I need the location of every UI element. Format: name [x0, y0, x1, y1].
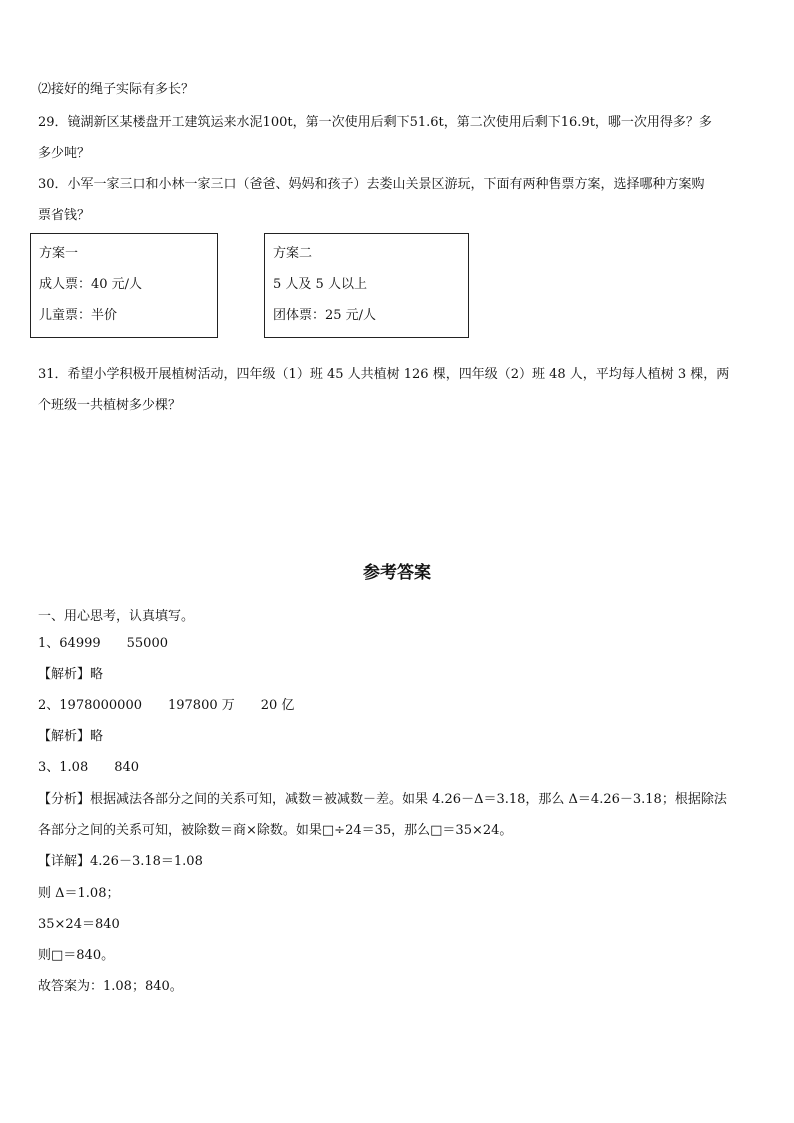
answer-3-step-2: 35×24＝840 — [38, 917, 120, 932]
plan-two-title: 方案二 — [273, 246, 313, 261]
plan-two-condition: 5 人及 5 人以上 — [273, 277, 367, 292]
question-30-line-2: 票省钱？ — [38, 208, 91, 223]
answers-title: 参考答案 — [363, 563, 431, 583]
answer-1-analysis: 【解析】略 — [38, 667, 104, 682]
answers-section-one-heading: 一、用心思考，认真填写。 — [38, 609, 195, 624]
answer-3-value-2: 840 — [114, 760, 140, 775]
question-28-part-2: ⑵接好的绳子实际有多长？ — [38, 82, 195, 97]
answer-2-value-3: 20 亿 — [260, 698, 295, 713]
answer-1-value-2: 55000 — [126, 636, 168, 651]
answer-3-step-1: 则 Δ＝1.08； — [38, 886, 120, 901]
answer-2 — [38, 696, 294, 716]
plan-one-child-price: 儿童票：半价 — [39, 308, 118, 323]
question-29-line-1: 29．镜湖新区某楼盘开工建筑运来水泥100t，第一次使用后剩下51.6t，第二次使用后剩下16.9t，哪一次用得多？多 — [38, 115, 712, 130]
answer-3-final: 故答案为：1.08；840。 — [38, 979, 183, 994]
answer-3-analysis-line-1: 【分析】根据减法各部分之间的关系可知，减数＝被减数－差。如果 4.26－Δ＝3.18，那么 Δ＝4.26－3.18；根据除法 — [38, 792, 727, 807]
question-31-line-1: 31．希望小学积极开展植树活动，四年级（1）班 45 人共植树 126 棵，四年级（2）班 48 人，平均每人植树 3 棵，两 — [38, 367, 730, 382]
question-30-line-1: 30．小军一家三口和小林一家三口（爸爸、妈妈和孩子）去娄山关景区游玩，下面有两种售票方案，选择哪种方案购 — [38, 177, 705, 192]
answer-2-value-2: 197800 万 — [167, 698, 235, 713]
plan-one-box — [30, 233, 218, 338]
answer-3-value-1: 3、1.08 — [38, 760, 89, 775]
plan-one-adult-price: 成人票：40 元/人 — [39, 277, 143, 292]
plan-two-group-price: 团体票：25 元/人 — [273, 308, 377, 323]
plan-one-title: 方案一 — [39, 246, 79, 261]
question-31-line-2: 个班级一共植树多少棵？ — [38, 398, 182, 413]
answer-3-analysis-line-2: 各部分之间的关系可知，被除数＝商×除数。如果□÷24＝35，那么□＝35×24。 — [38, 823, 513, 838]
question-29-line-2: 多少吨？ — [38, 146, 91, 161]
answer-2-value-1: 2、1978000000 — [38, 698, 142, 713]
answer-3 — [38, 758, 139, 778]
answer-1 — [38, 634, 168, 654]
answer-1-value-1: 1、64999 — [38, 636, 101, 651]
answer-2-analysis: 【解析】略 — [38, 729, 104, 744]
answer-3-detail: 【详解】4.26－3.18＝1.08 — [38, 854, 203, 869]
answer-3-step-3: 则□＝840。 — [38, 948, 115, 963]
plan-two-box — [264, 233, 469, 338]
